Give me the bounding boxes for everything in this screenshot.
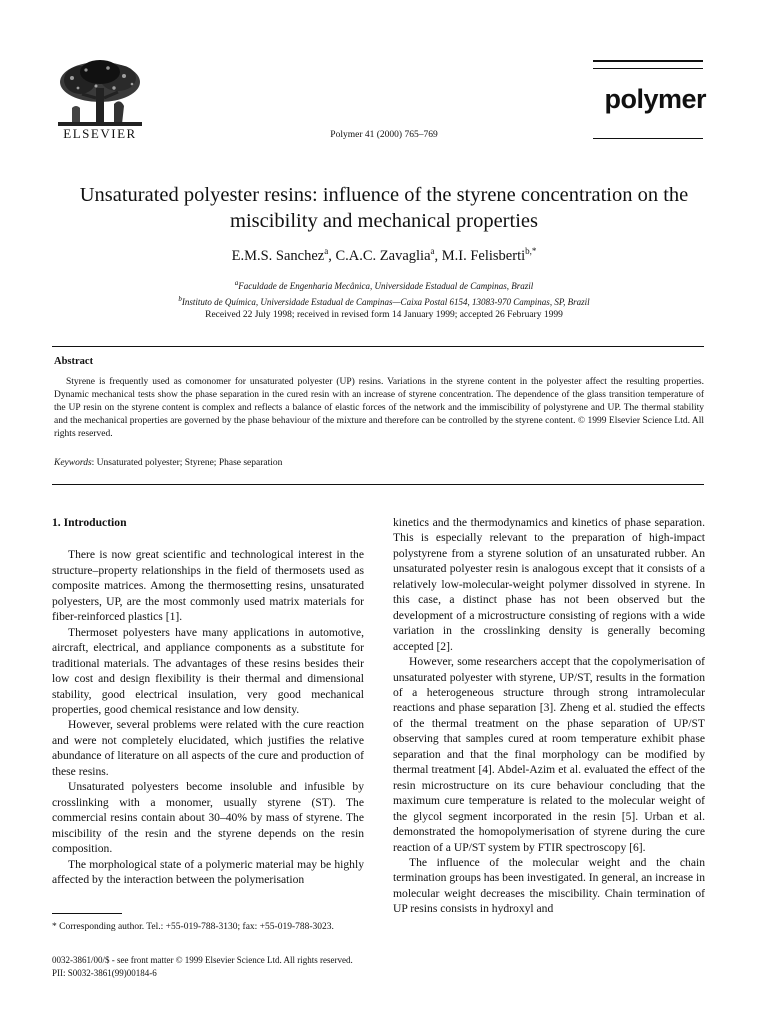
author-separator: , bbox=[328, 247, 336, 264]
corresponding-author-footnote: * Corresponding author. Tel.: +55-019-788-3130; fax: +55-019-788-3023. bbox=[52, 922, 334, 932]
article-title: Unsaturated polyester resins: influence of the styrene concentration on the miscibility and mechanical properties bbox=[79, 184, 689, 232]
affiliation-text: Instituto de Química, Universidade Estadual de Campinas—Caixa Postal 6154, 13083-970 Campinas, SP, Brazil bbox=[181, 297, 590, 307]
right-column bbox=[393, 515, 705, 917]
affiliation-mark: a bbox=[234, 279, 239, 287]
divider bbox=[52, 346, 704, 347]
paragraph: Unsaturated polyesters become insoluble and infusible by crosslinking with a monomer, usually styrene (ST). The commercial resins contain about 30–40% by mass of styrene. The miscibility of the resin and the styrene depends on the resin composition. bbox=[52, 780, 364, 856]
copyright-line: 0032-3861/00/$ - see front matter © 1999 Elsevier Science Ltd. All rights reserved. bbox=[52, 955, 353, 965]
left-column bbox=[52, 515, 364, 887]
publisher-name: ELSEVIER bbox=[63, 126, 137, 141]
page-footer bbox=[52, 954, 472, 980]
tree-icon bbox=[52, 58, 148, 128]
paragraph: The morphological state of a polymeric material may be highly affected by the interaction between the polymerisation bbox=[52, 857, 364, 886]
author-name: C.A.C. Zavaglia bbox=[335, 247, 431, 264]
article-dates: Received 22 July 1998; received in revised form 14 January 1999; accepted 26 February 1999 bbox=[205, 310, 563, 320]
journal-citation: Polymer 41 (2000) 765–769 bbox=[330, 130, 438, 140]
author-affiliation-mark: a bbox=[430, 246, 435, 256]
paragraph: However, some researchers accept that the copolymerisation of unsaturated polyester with styrene, UP/ST, results in the formation of a heterogeneous structure through strong intramolecular reactions and phase separation [3]. Zheng et al. studied the effects of the thermal treatment on the phase separation of UP/ST observing that samples cured at room temperature exhibit phase separation and that the final morphology can be modified by thermal treatment [4]. Abdel-Azim et al. evaluated the effect of the resin microstructure on its cure behaviour concluding that the maximum cure temperature is related to the molecular weight of the glycol segment incorporated in the resin [5]. Urban et al. demonstrated the homopolymerisation of styrene during the cure reaction of a UP/ST system by FTIR spectroscopy [6]. bbox=[393, 655, 705, 854]
keywords-label: Keywords bbox=[54, 458, 92, 468]
brand-rule bbox=[593, 68, 703, 69]
paragraph: There is now great scientific and technological interest in the structure–property relationships in the field of thermosets used as composite matrices. Among the thermosetting resins, unsaturated polyesters, UP, are the most commonly used matrix materials for fiber-reinforced plastics [1]. bbox=[52, 548, 364, 624]
author-list bbox=[40, 246, 728, 265]
affiliations bbox=[40, 277, 728, 309]
keywords bbox=[54, 458, 704, 468]
affiliation-mark: b bbox=[178, 295, 182, 303]
brand-rule bbox=[593, 138, 703, 139]
abstract-heading: Abstract bbox=[54, 356, 94, 367]
paragraph: kinetics and the thermodynamics and kinetics of phase separation. This is especially relevant to the preparation of high-impact polystyrene from a styrene solution of an unsaturated rubber. An unsaturated polyester resin is analogous except that it consists of a relatively low-molecular-weight polymer dissolved in styrene. In this case, a distinct phase has not been observed but the development of a microstructure consisting of regions with a wide variation in the crosslinking density is generally becoming accepted [2]. bbox=[393, 516, 705, 653]
footnote-rule bbox=[52, 913, 122, 914]
section-heading: 1. Introduction bbox=[52, 516, 127, 529]
abstract-text: Styrene is frequently used as comonomer for unsaturated polyester (UP) resins. Variations in the styrene content in the polyester affect the resulting properties. Dynamic mechanical tests show the phase separation in the cured resin with an increase of styrene concentration. The dependence of the glass transition temperature of the UP resin on the styrene content is complex and reflects a balance of elastic forces of the network and the immiscibility of polystyrene and UP. The thermal stability and the mechanical properties are governed by the phase behaviour of the mixture and therefore can be controlled by the styrene content. © 1999 Elsevier Science Ltd. All rights reserved. bbox=[54, 377, 704, 439]
affiliation-text: Faculdade de Engenharia Mecânica, Universidade Estadual de Campinas, Brazil bbox=[238, 281, 534, 291]
author-affiliation-mark: b,* bbox=[525, 246, 537, 256]
author-name: M.I. Felisberti bbox=[441, 247, 526, 264]
brand-rule bbox=[593, 60, 703, 62]
affiliation-line bbox=[40, 293, 728, 309]
divider bbox=[52, 484, 704, 485]
author-name: E.M.S. Sanchez bbox=[231, 247, 325, 264]
paragraph: Thermoset polyesters have many applications in automotive, aircraft, electrical, and appliance components as a substitute for traditional materials. The advantages of these resins besides their low cost and design flexibility is their thermal and dimensional stability, good electrical insulation, very good mechanical properties, good chemical resistance and low density. bbox=[52, 625, 364, 716]
paragraph: The influence of the molecular weight and the chain termination groups has been investigated. In general, an increase in molecular weight decreases the miscibility. Chain termination of UP resins consists in hydroxyl and bbox=[393, 855, 705, 916]
pii-line: PII: S0032-3861(99)00184-6 bbox=[52, 968, 157, 978]
journal-brand: polymer bbox=[604, 84, 706, 114]
author-affiliation-mark: a bbox=[324, 246, 329, 256]
author-separator: , bbox=[434, 247, 442, 264]
paragraph: However, several problems were related with the cure reaction and were not completely elucidated, which justifies the relative abundance of literature on all aspects of the cure and production of these resins. bbox=[52, 718, 364, 778]
keywords-list: : Unsaturated polyester; Styrene; Phase separation bbox=[91, 458, 283, 468]
affiliation-line bbox=[40, 277, 728, 293]
